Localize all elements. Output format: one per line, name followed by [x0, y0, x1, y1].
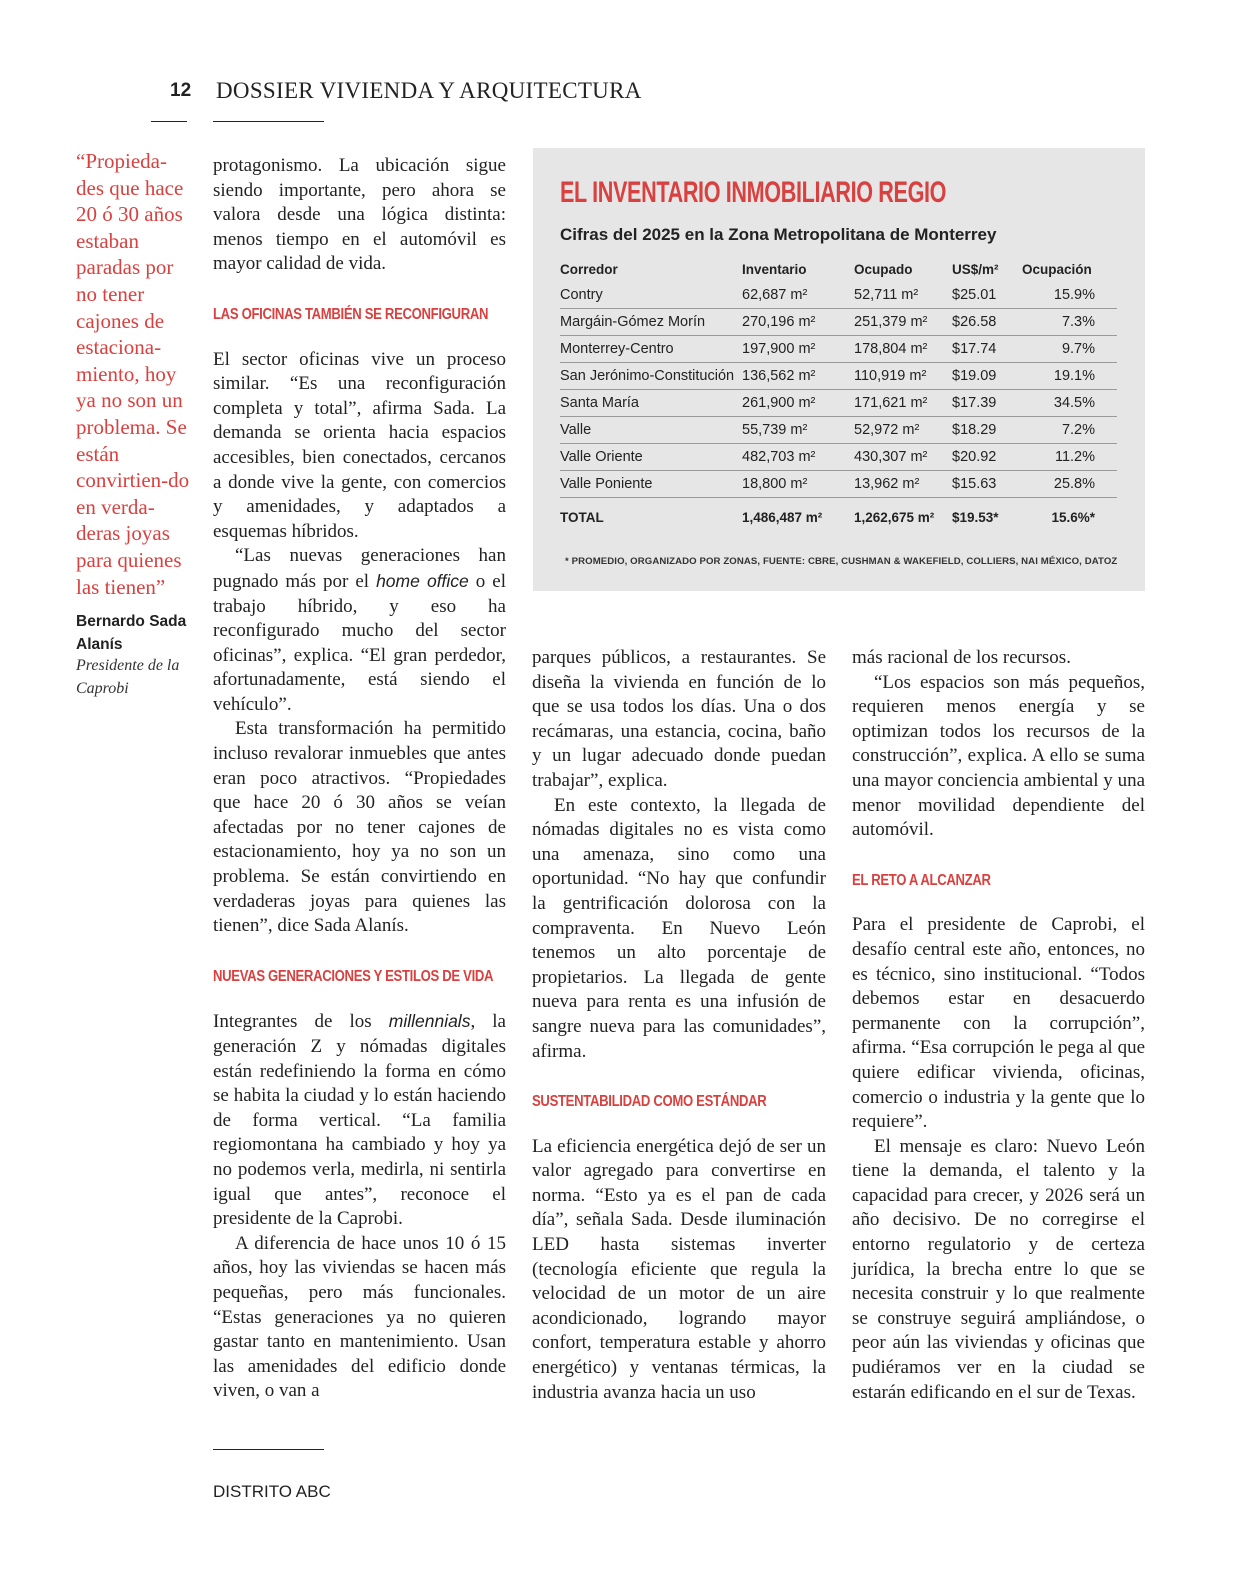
- header-ocupado: Ocupado: [854, 261, 913, 277]
- article-column-2: [532, 646, 826, 1405]
- section-title: DOSSIER VIVIENDA Y ARQUITECTURA: [216, 78, 642, 103]
- inventory-table-box: [533, 148, 1145, 591]
- header-price: US$/m²: [952, 261, 999, 277]
- paragraph-continued: parques públicos, a restaurantes. Se diseña la vivienda en función de lo que se usa todos los días. Una o dos recámaras, una estancia, cocina, baño y un lugar adecuado donde puedan trabajar”, explica.: [532, 647, 826, 791]
- table-total-row: TOTAL 1,486,487 m² 1,262,675 m² $19.53* 15.6%*: [560, 509, 1095, 525]
- paragraph: El sector oficinas vive un proceso similar. “Es una reconfiguración completa y total”, afirma Sada. La demanda se orienta hacia espacios accesibles, bien conectados, cercanos a donde vive la gente, con comercios y amenidades, y adaptados a esquemas híbridos.: [213, 348, 506, 542]
- paragraph: El mensaje es claro: Nuevo León tiene la demanda, el talento y la capacidad para crecer, y 2026 será un año decisivo. De no corregirse el entorno regulatorio y de certeza jurídica, la brecha entre lo que se necesita construir y lo que realmente se construye seguirá ampliándose, o peor aún las viviendas y oficinas que pudiéramos ver en la ciudad se estarán edificando en el sur de Texas.: [852, 1135, 1145, 1403]
- table-row: Valle 55,739 m² 52,972 m² $18.29 7.2%: [560, 417, 1117, 444]
- header-ocupacion: Ocupación: [1022, 261, 1092, 277]
- publication-name: DISTRITO ABC: [213, 1482, 331, 1501]
- paragraph: “Los espacios son más pequeños, requieren menos energía y se optimizan todos los recursos de la construcción”, explica. A ello se suma una mayor conciencia ambiental y una menor movilidad dependiente del automóvil.: [852, 671, 1145, 841]
- paragraph: Integrantes de los millennials, la generación Z y nómadas digitales están redefiniendo la forma en cómo se habita la ciudad y lo están haciendo de forma vertical. “La familia regiomontana ha cambiado y hoy ya no podemos verla, medirla, ni sentirla igual que antes”, reconoce el presidente de la Caprobi.: [213, 1011, 506, 1230]
- paragraph: La eficiencia energética dejó de ser un valor agregado para convertirse en norma. “Esto ya es el pan de cada día”, señala Sada. Desde iluminación LED hasta sistemas inverter (tecnología eficiente que regula la velocidad de un motor de un aire acondicionado, logrando mayor confort, temperatura estable y ahorro energético) y ventanas térmicas, la industria avanza hacia un uso: [532, 1135, 826, 1403]
- table-row: Contry 62,687 m² 52,711 m² $25.01 15.9%: [560, 282, 1117, 309]
- table-footnote: * PROMEDIO, ORGANIZADO POR ZONAS, FUENTE: CBRE, CUSHMAN & WAKEFIELD, COLLIERS, NAI MÉXICO, DATOZ: [565, 556, 1118, 567]
- emphasis: home office: [376, 570, 469, 591]
- page-number: 12: [170, 80, 192, 101]
- paragraph: Esta transformación ha permitido incluso revalorar inmuebles que antes eran poco atractivos. “Propiedades que hace 20 ó 30 años se veían afectadas por no tener cajones de estacionamiento, hoy ya no son un problema. Se están convirtiendo en verdaderas joyas para quienes las tienen”, dice Sada Alanís.: [213, 718, 506, 937]
- table-row: Margáin-Gómez Morín 270,196 m² 251,379 m² $26.58 7.3%: [560, 309, 1117, 336]
- article-column-3: [852, 646, 1145, 1405]
- paragraph-continued: más racional de los recursos.: [852, 647, 1071, 668]
- paragraph: Para el presidente de Caprobi, el desafío central este año, entonces, no es técnico, sino institucional. “Todos debemos estar en desacuerdo permanente con la corrupción”, afirma. “Esa corrupción le pega al que quiere edificar vivienda, oficinas, comercio o industria y la gente que lo requiere”.: [852, 914, 1145, 1133]
- table-row: Valle Poniente 18,800 m² 13,962 m² $15.63 25.8%: [560, 471, 1117, 498]
- table-title: EL INVENTARIO INMOBILIARIO REGIO: [560, 176, 947, 209]
- paragraph: [213, 1232, 506, 1404]
- table-row: Valle Oriente 482,703 m² 430,307 m² $20.92 11.2%: [560, 444, 1117, 471]
- subheading-challenge: EL RETO A ALCANZAR: [852, 871, 991, 889]
- footer-rule: [213, 1449, 324, 1450]
- subheading-generations: NUEVAS GENERACIONES Y ESTILOS DE VIDA: [213, 967, 494, 985]
- table-header-row: [560, 256, 1117, 282]
- paragraph: “Las nuevas generaciones han pugnado más por el home office o el trabajo híbrido, y eso ha reconfigurado mucho del sector oficinas”, explica. “El gran perdedor, afortunadamente, está siendo el vehículo”.: [213, 545, 507, 715]
- subheading-sustainability: SUSTENTABILIDAD COMO ESTÁNDAR: [532, 1093, 767, 1111]
- header-corredor: Corredor: [560, 261, 618, 277]
- table-row: San Jerónimo-Constitución 136,562 m² 110,919 m² $19.09 19.1%: [560, 363, 1117, 390]
- subheading-offices: LAS OFICINAS TAMBIÉN SE RECONFIGURAN: [213, 305, 489, 323]
- table-row: Monterrey-Centro 197,900 m² 178,804 m² $17.74 9.7%: [560, 336, 1117, 363]
- inventory-table: [560, 256, 1117, 536]
- header-rule-left: [151, 121, 187, 122]
- header-rule-right: [213, 121, 324, 122]
- paragraph: protagonismo. La ubicación sigue siendo importante, pero ahora se valora desde una lógica distinta: menos tiempo en el automóvil es mayor calidad de vida.: [213, 155, 506, 275]
- paragraph-part-1: A diferencia de hace unos 10 ó 15 años, hoy las viviendas se hacen más pequeñas, pero más funcionales. “Estas generaciones ya no quieren gastar tanto en mantenimiento. Usan las amenidades del edificio donde viven, o van a: [213, 1232, 506, 1402]
- article-column-1: [213, 154, 506, 1404]
- table-subtitle: Cifras del 2025 en la Zona Metropolitana de Monterrey: [560, 225, 997, 244]
- emphasis: millennials: [388, 1011, 471, 1032]
- paragraph: En este contexto, la llegada de nómadas digitales no es vista como una amenaza, sino como una oportunidad. “No hay que confundir la gentrificación dolorosa con la compraventa. En Nuevo León tenemos un alto porcentaje de propietarios. La llegada de gente nueva para renta es una infusión de sangre nueva para las comunidades”, afirma.: [532, 794, 826, 1062]
- pull-quote-author: Bernardo Sada Alanís: [76, 613, 187, 653]
- pull-quote-role: Presidente de la Caprobi: [76, 657, 180, 697]
- table-row: Santa María 261,900 m² 171,621 m² $17.39 34.5%: [560, 390, 1117, 417]
- pull-quote: “Propieda-des que hace 20 ó 30 años estaban paradas por no tener cajones de estaciona-miento, hoy ya no son un problema. Se están convirtien-do en verda-deras joyas para quienes las tienen”: [76, 149, 190, 599]
- header-inventario: Inventario: [742, 261, 807, 277]
